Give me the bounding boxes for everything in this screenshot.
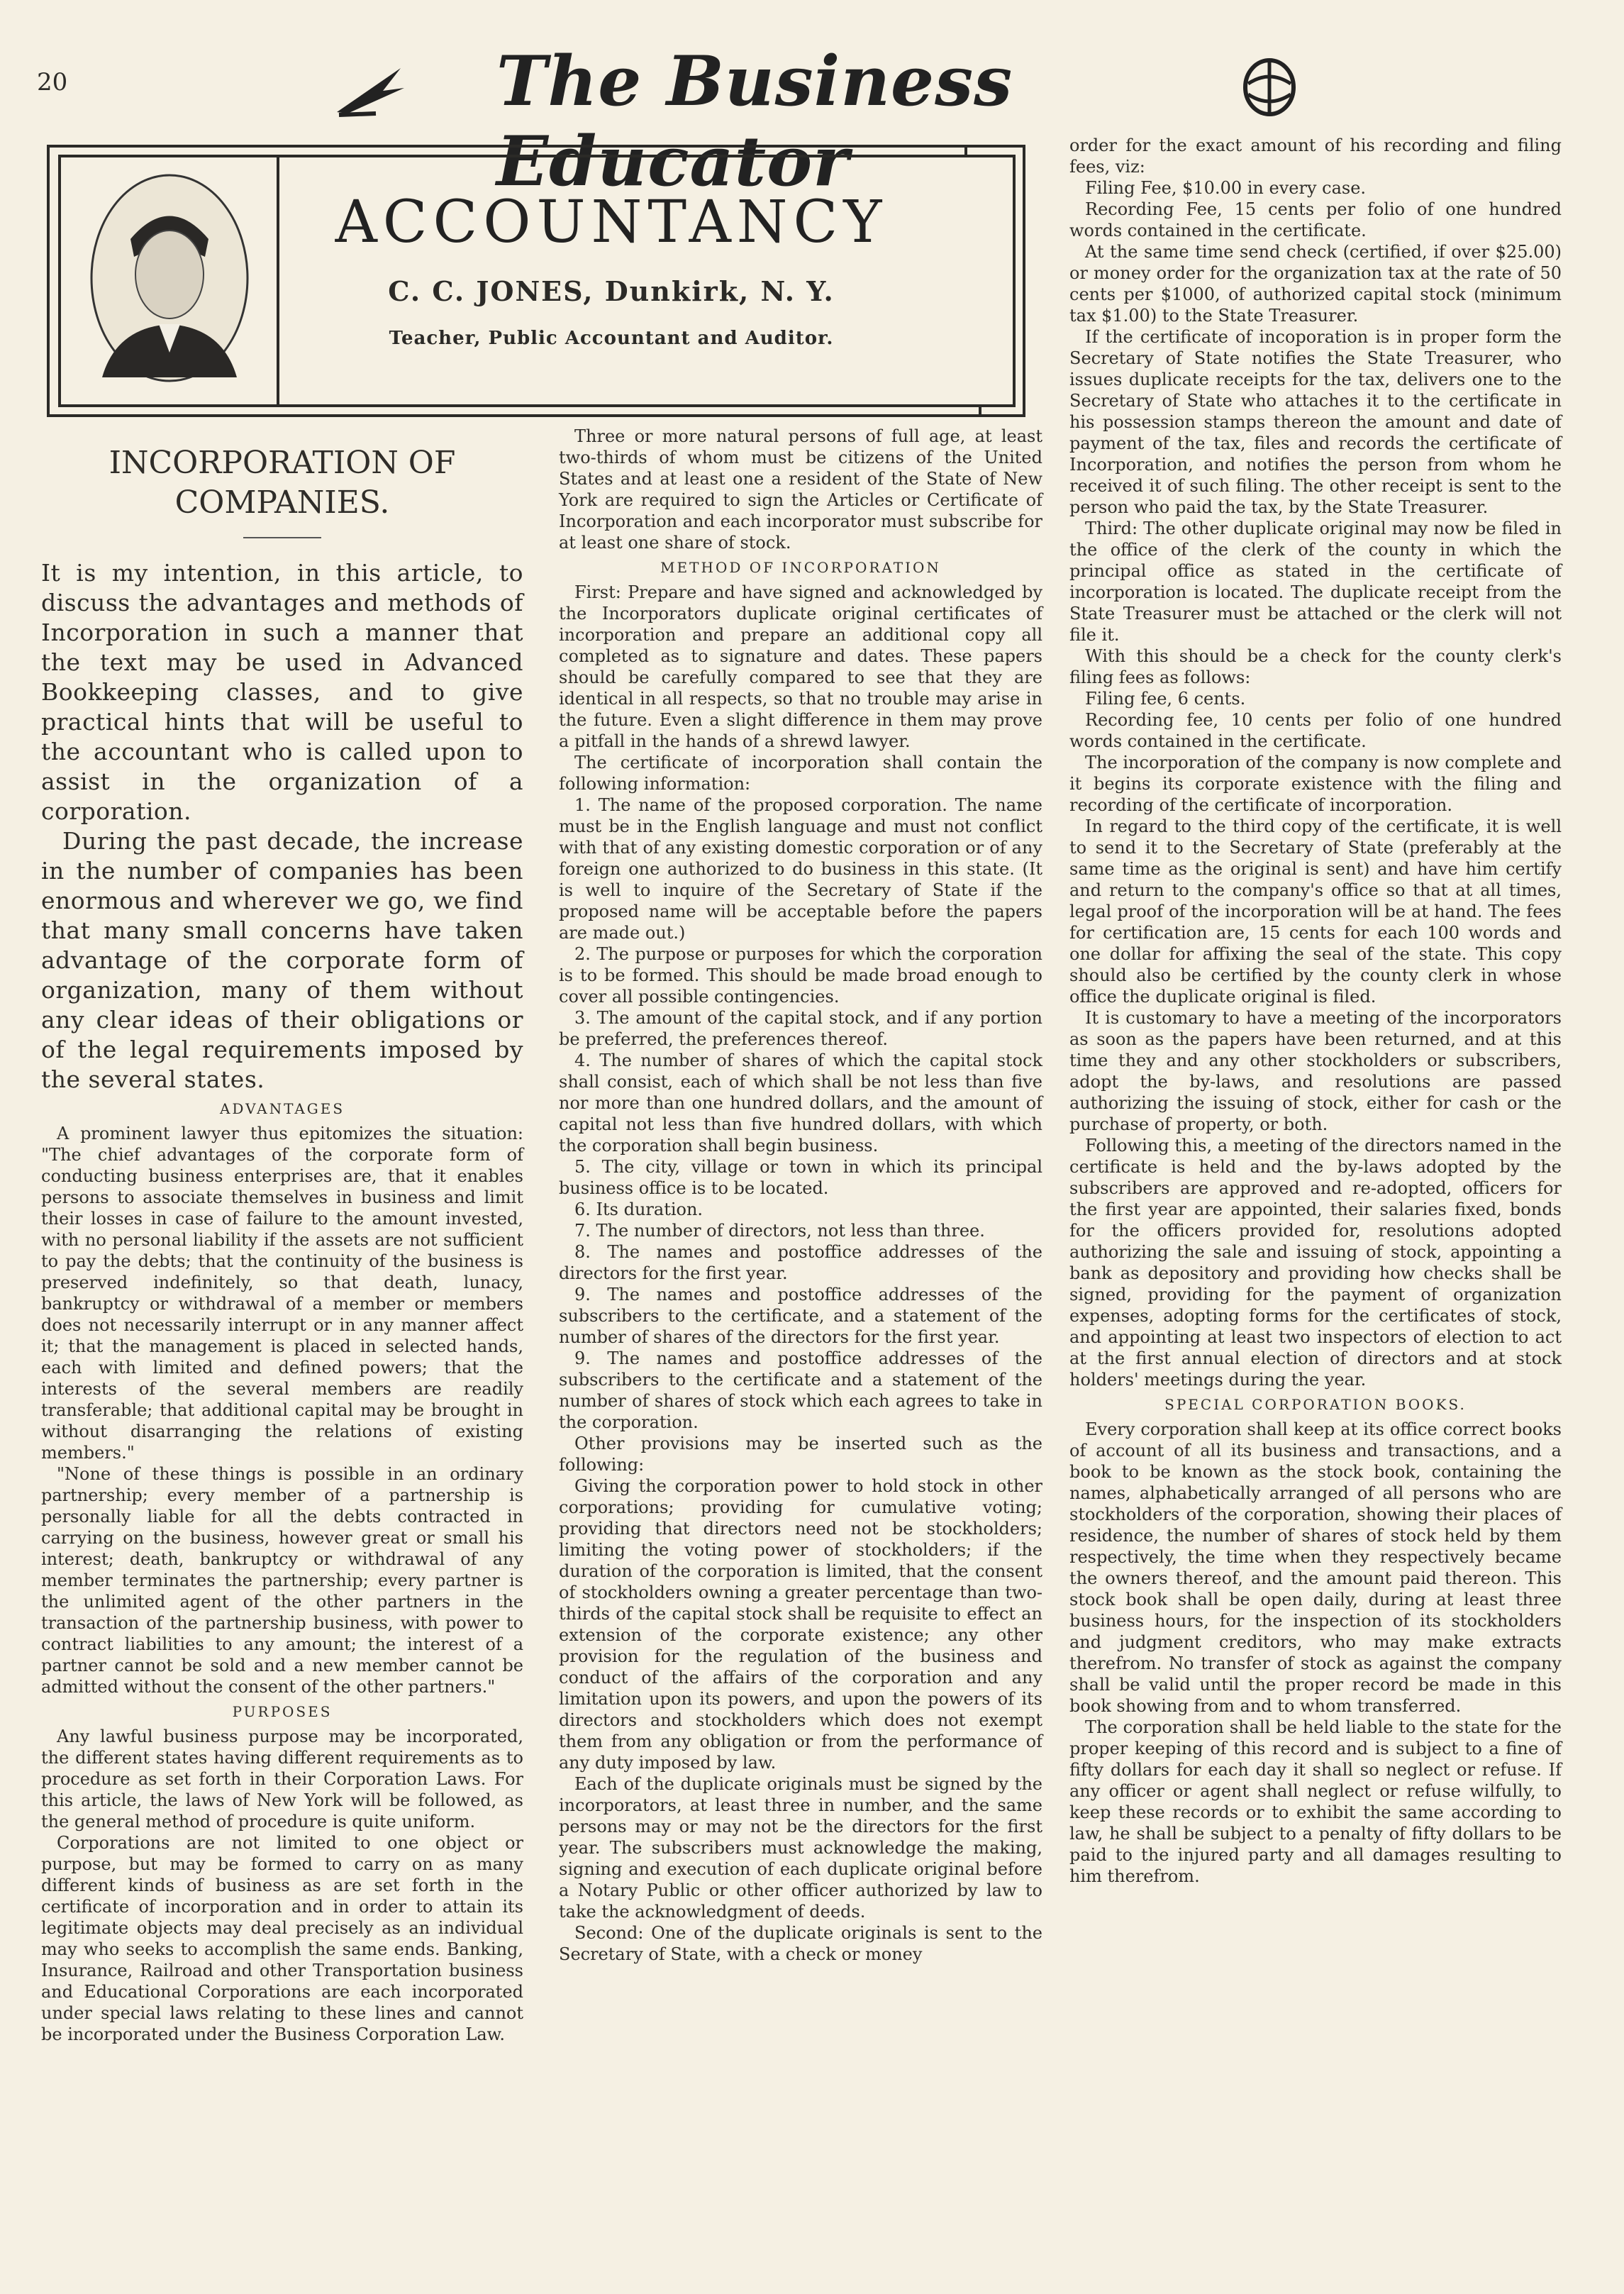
paragraph: The corporation shall be held liable to the state for the proper keeping of this record and is subject to a fine of fifty dollars for each day it shall so neglect or refuse. If any officer or agent shall neglect or refuse wilfully, to keep these records or to exhibit the same according to law, he shall be subject to a penalty of fifty dollars to be paid to the injured party and all damages resulting to him therefrom. xyxy=(1069,1717,1562,1886)
paragraph: "None of these things is possible in an ordinary partnership; every member of a partnership is personally liable for all the debts contracted in carrying on the business, however great or small his interest; death, bankruptcy or withdrawal of any member terminates the partnership; every partner is the unlimited agent of the other partners in the transaction of the partnership business, with power to contract liabilities to any amount; the interest of a partner cannot be sold and a new member cannot be admitted without the consent of the other partners." xyxy=(41,1464,523,1697)
paragraph: Following this, a meeting of the directors named in the certificate is held and the by-laws adopted by the subscribers are approved and re-adopted, officers for the first year are appointed, their salaries fixed, bonds for the officers provided for, resolutions adopted authorizing the sale and issuing of stock, appointing a bank as depository and providing how checks shall be signed, providing for the payment of organization expenses, adopting forms for the certificates of stock, and appointing at least two inspectors of election to act at the first annual election of directors and at stock holders' meetings during the year. xyxy=(1069,1136,1562,1390)
paragraph: 9. The names and postoffice addresses of the subscribers to the certificate, and a statement of the number of shares of the directors for the first year. xyxy=(559,1285,1042,1347)
paragraph: Giving the corporation power to hold stock in other corporations; providing for cumulative voting; providing that directors need not be stockholders; limiting the voting power of stockholders; if the duration of the corporation is limited, that the consent of stockholders owning a greater percentage than two-thirds of the capital stock shall be requisite to effect an extension of the corporate existence; any other provision for the regulation of the business and conduct of the affairs of the corporation and any limitation upon its powers, and upon the powers of its directors and stockholders which does not exempt them from any obligation or from the performance of any duty imposed by law. xyxy=(559,1476,1042,1773)
section-heading: ADVANTAGES xyxy=(219,1100,345,1117)
column-2 xyxy=(559,426,1042,1965)
paragraph: 8. The names and postoffice addresses of the directors for the first year. xyxy=(559,1242,1042,1283)
masthead-title: The Business Educator xyxy=(496,41,1013,201)
paragraph: 7. The number of directors, not less than three. xyxy=(574,1221,985,1241)
paragraph: The incorporation of the company is now complete and it begins its corporate existence with the filing and recording of the certificate of incorporation. xyxy=(1069,753,1562,815)
column-title: ACCOUNTANCY xyxy=(335,189,888,256)
paragraph: It is customary to have a meeting of the incorporators as soon as the papers have been returned, and at this time they and any other stockholders or subscribers, adopt the by-laws, and resolutions are passed authorizing the issuing of stock, either for cash or the purchase of property, or both. xyxy=(1069,1008,1562,1134)
quill-pen-icon xyxy=(333,62,411,119)
lead-paragraphs xyxy=(41,558,523,1095)
paragraph: 9. The names and postoffice addresses of the subscribers to the certificate and a statement of the number of shares of stock which each agrees to take in the corporation. xyxy=(559,1348,1042,1432)
paragraph: 4. The number of shares of which the capital stock shall consist, each of which shall be not less than five nor more than one hundred dollars, and the amount of capital not less than five hundred dollars, with which the corporation shall begin business. xyxy=(559,1051,1042,1156)
paragraph: Every corporation shall keep at its office correct books of account of all its business and transactions, and a book to be known as the stock book, containing the names, alphabetically arranged of all persons who are stockholders of the corporation, showing their places of residence, the number of shares of stock held by them respectively, the time when they respectively became the owners thereof, and the amount paid thereon. This stock book shall be open daily, during at least three business hours, for the inspection of its stockholders and judgment creditors, who may make extracts therefrom. No transfer of stock as against the company shall be valid until the proper record be made in this book showing from and to whom transferred. xyxy=(1069,1419,1562,1716)
paragraph: In regard to the third copy of the certificate, it is well to send it to the Secretary of State (preferably at the same time as the original is sent) and have him certify and return to the company's office so that at all times, legal proof of the incorporation will be at hand. The fees for certification are, 15 cents for each 100 words and one dollar for affixing the seal of the state. This copy should also be certified by the county clerk in whose office the duplicate original is filed. xyxy=(1069,816,1562,1007)
article-banner xyxy=(44,140,1028,420)
paragraph: 5. The city, village or town in which its principal business office is to be located. xyxy=(559,1157,1042,1198)
author-name: C. C. JONES, Dunkirk, N. Y. xyxy=(388,275,835,307)
paragraph: Third: The other duplicate original may now be filed in the office of the clerk of the county in which the principal office as stated in the certificate of incorporation is located. The duplicate receipt from the State Treasurer must be attached or the clerk will not file it. xyxy=(1069,519,1562,645)
paragraph: Each of the duplicate originals must be signed by the incorporators, at least three in number, and the same persons may or may not be the directors for the first year. The subscribers must acknowledge the making, signing and execution of each duplicate original before a Notary Public or other officer authorized by law to take the acknowledgment of deeds. xyxy=(559,1774,1042,1922)
paragraph: Three or more natural persons of full age, at least two-thirds of whom must be citizens of the United States and at least one a resident of the State of New York are required to sign the Articles or Certificate of Incorporation and each incorporator must subscribe for at least one share of stock. xyxy=(559,426,1042,553)
paragraph: Filing fee, 6 cents. xyxy=(1085,689,1246,709)
paragraph: Recording Fee, 15 cents per folio of one hundred words contained in the certificate. xyxy=(1069,199,1562,240)
paragraph: The certificate of incorporation shall contain the following information: xyxy=(559,753,1042,794)
paragraph: 2. The purpose or purposes for which the corporation is to be formed. This should be made broad enough to cover all possible contingencies. xyxy=(559,944,1042,1007)
paragraph: Any lawful business purpose may be incorporated, the different states having different requirements as to procedure as set forth in their Corporation Laws. For this article, the laws of New York will be followed, as the general method of procedure is quite uniform. xyxy=(41,1727,523,1832)
paragraph: First: Prepare and have signed and acknowledged by the Incorporators duplicate original certificates of incorporation and prepare an additional copy all completed as to signature and dates. These papers should be carefully compared to see that they are identical in all respects, so that no trouble may arise in the future. Even a slight difference in them may prove a pitfall in the hands of a shrewd lawyer. xyxy=(559,582,1042,751)
paragraph: Recording fee, 10 cents per folio of one hundred words contained in the certificate. xyxy=(1069,710,1562,751)
section-heading: METHOD OF INCORPORATION xyxy=(660,559,941,576)
paragraph: With this should be a check for the county clerk's filing fees as follows: xyxy=(1069,646,1562,687)
paragraph: 1. The name of the proposed corporation. The name must be in the English language and must not conflict with that of any existing domestic corporation or of any foreign one authorized to do business in this state. (It is well to inquire of the Secretary of State if the proposed name will be acceptable before the papers are made out.) xyxy=(559,795,1042,943)
paragraph: Second: One of the duplicate originals is sent to the Secretary of State, with a check or money xyxy=(559,1923,1042,1964)
paragraph: A prominent lawyer thus epitomizes the situation: "The chief advantages of the corporate form of conducting business enterprises are, that it enables persons to associate themselves in business and limit their losses in case of failure to the amount invested, with no personal liability if the assets are not sufficient to pay the debts; that the continuity of the business is preserved indefinitely, so that death, lunacy, bankruptcy or withdrawal of a member or members does not necessarily interrupt or in any manner affect it; that the management is placed in selected hands, each with limited and defined powers; that the interests of the several members are readily transferable; that additional capital may be brought in without disarranging the relations of existing members." xyxy=(41,1124,523,1463)
author-portrait xyxy=(88,172,251,384)
section-heading: PURPOSES xyxy=(232,1703,333,1720)
page-number: 20 xyxy=(37,68,68,96)
paragraph: Other provisions may be inserted such as the following: xyxy=(559,1434,1042,1475)
column-3 xyxy=(1069,135,1562,1887)
paragraph: At the same time send check (certified, if over $25.00) or money order for the organization tax at the rate of 50 cents per $1000, of authorized capital stock (minimum tax $1.00) to the State Treasurer. xyxy=(1069,242,1562,326)
paragraph: 3. The amount of the capital stock, and if any portion be preferred, the preferences thereof. xyxy=(559,1008,1042,1049)
paragraph: During the past decade, the increase in the number of companies has been enormous and wherever we go, we find that many small concerns have taken advantage of the corporate form of organization, many of them without any clear ideas of their obligations or of the legal requirements imposed by the several states. xyxy=(41,827,523,1093)
paragraph: If the certificate of incoporation is in proper form the Secretary of State notifies the State Treasurer, who issues duplicate receipts for the tax, delivers one to the Secretary of State who attaches it to the certificate in his possession stamps thereon the amount and date of payment of the tax, files and records the certificate of Incorporation, and notifies the person from whom he received it of such filing. The other receipt is sent to the person who paid the tax, by the State Treasurer. xyxy=(1069,327,1562,517)
article-title: INCORPORATION OF COMPANIES. xyxy=(109,445,456,521)
paragraph: order for the exact amount of his recording and filing fees, viz: xyxy=(1069,135,1562,177)
advantages-section xyxy=(41,1100,523,2045)
emblem-icon xyxy=(1241,55,1298,119)
author-role: Teacher, Public Accountant and Auditor. xyxy=(389,328,834,349)
column-1 xyxy=(41,443,523,2045)
paragraph: Corporations are not limited to one object or purpose, but may be formed to carry on as many different kinds of business as are set forth in the certificate of incorporation and in order to attain its legitimate objects may deal precisely as an individual may who seeks to accomplish the same ends. Banking, Insurance, Railroad and other Transportation business and Educational Corporations are each incorporated under special laws relating to these lines and cannot be incorporated under the Business Corporation Law. xyxy=(41,1833,523,2044)
section-heading: SPECIAL CORPORATION BOOKS. xyxy=(1164,1396,1467,1413)
paragraph: 6. Its duration. xyxy=(574,1199,703,1219)
paragraph: It is my intention, in this article, to discuss the advantages and methods of Incorporation in such a manner that the text may be used in Advanced Bookkeeping classes, and to give practical hints that will be useful to the accountant who is called upon to assist in the organization of a corporation. xyxy=(41,559,523,825)
paragraph: Filing Fee, $10.00 in every case. xyxy=(1085,178,1367,198)
title-rule xyxy=(243,537,321,538)
